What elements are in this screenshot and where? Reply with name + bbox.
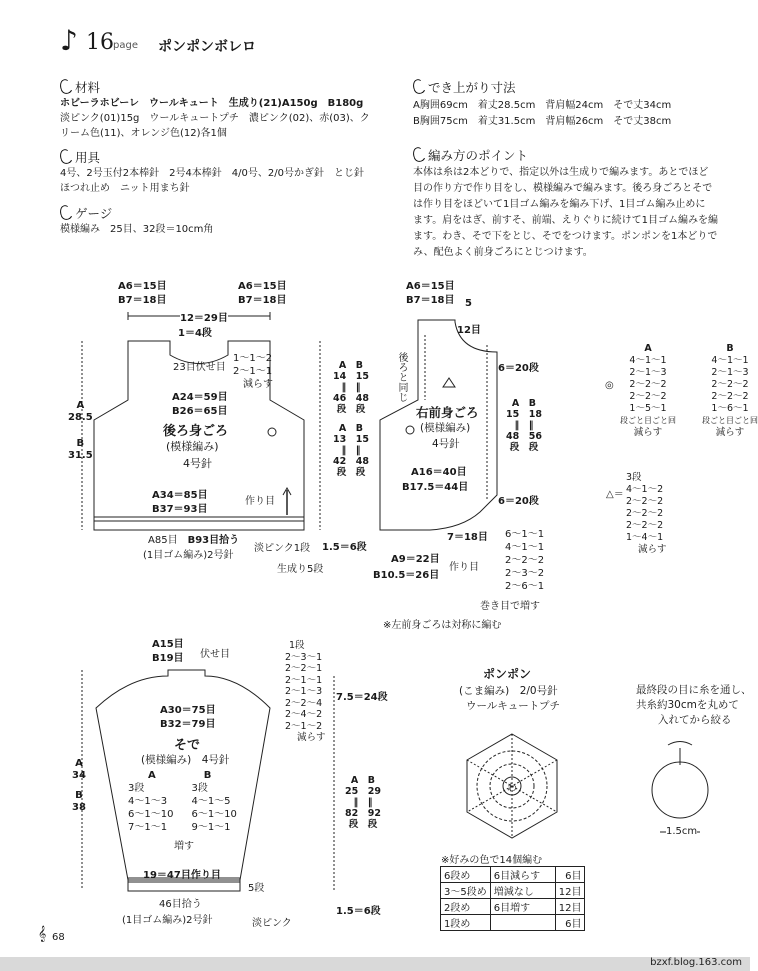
front-incs: 6〜1〜1 4〜1〜1 2〜2〜2 2〜3〜2 2〜6〜1 <box>505 529 545 592</box>
tools-line: ほつれ止め ニット用まち針 <box>60 183 190 194</box>
front-neck-w: 5 <box>465 298 472 309</box>
front-mid-a: A16＝40目 <box>411 467 467 478</box>
back-bottom-b: B37＝93目 <box>152 504 208 515</box>
page-word: page <box>113 40 138 51</box>
music-note-icon: ♪ <box>60 24 78 57</box>
pompom-pattern: (こま編み) 2/0号針 <box>459 685 558 697</box>
back-neck-rows: 1＝4段 <box>178 328 212 339</box>
front-bottom-b: B10.5＝26目 <box>373 570 440 581</box>
sleeve-bind-label: 伏せ目 <box>200 649 230 660</box>
sleeve-pickup: 46目拾う <box>159 899 202 910</box>
back-top-right: A6＝15目 B7＝18目 <box>238 281 287 306</box>
front-top: A6＝15目 B7＝18目 <box>406 281 455 306</box>
sleeve-rib: (1目ゴム編み)2号針 <box>122 915 213 926</box>
back-title: 後ろ身ごろ <box>163 424 229 439</box>
sleeve-rows5: 5段 <box>248 883 265 894</box>
decrease-circle-icon: ◎ <box>605 380 614 391</box>
back-natural-rows: 生成り5段 <box>277 564 324 575</box>
back-pickup: A85目 B93目拾う <box>148 535 240 546</box>
table-row: 3〜5段め 増減なし 12目 <box>441 883 585 899</box>
front-mid-b: B17.5＝44目 <box>402 482 469 493</box>
back-rib: (1目ゴム編み)2号針 <box>143 550 234 561</box>
sleeve-incs: A B 3段 4〜1〜3 6〜1〜10 7〜1〜1 3段 4〜1〜5 6〜1〜10 9〜1〜1 増す <box>128 770 237 852</box>
points-heading: 編み方のポイント <box>413 146 528 164</box>
back-bottom-rows: 1.5＝6段 <box>322 542 367 553</box>
back-cast-on: 作り目 <box>245 496 275 507</box>
tools-line: 4号、2号玉付2本棒針 2号4本棒針 4/0号、2/0号かぎ針 とじ針 <box>60 168 364 179</box>
triangle-icon: △＝ <box>606 489 624 500</box>
sleeve-mid-a: A30＝75目 <box>160 705 216 716</box>
table-row: 2段め 6目増す 12目 <box>441 899 585 915</box>
sleeve-height-b: B 38 <box>72 790 86 813</box>
sleeve-pattern-needle: (模様編み) 4号針 <box>141 754 230 766</box>
back-bottom-a: A34＝85目 <box>152 490 208 501</box>
front-bottom-w: 7＝18目 <box>447 532 488 543</box>
front-pattern: (模様編み) <box>420 422 471 434</box>
pompom-ball <box>652 762 708 818</box>
page-title: ポンポンボレロ <box>158 39 256 55</box>
page-number: 16 <box>86 30 114 55</box>
pompom-center: わ <box>507 783 517 794</box>
front-same-as-back: 後ろと同じ <box>396 352 407 402</box>
materials-heading: 材料 <box>60 78 100 96</box>
tools-heading: 用具 <box>60 148 100 166</box>
size-line: A胸囲69cm 着丈28.5cm 背肩幅24cm そで丈34cm <box>413 100 672 111</box>
front-bottom-a: A9＝22目 <box>391 554 440 565</box>
pompom-table <box>440 866 585 931</box>
size-heading: でき上がり寸法 <box>413 78 516 96</box>
points-line: み、配色よく前身ごろにとじつけます。 <box>413 247 593 258</box>
front-cast-on: 作り目 <box>449 562 479 573</box>
gauge-heading: ゲージ <box>60 204 112 222</box>
back-mid-a: A24＝59目 <box>172 392 228 403</box>
front-rows-top: 6＝20段 <box>498 363 539 374</box>
back-side-dims: A B 14 15 ‖ ‖ 46 48 段 段 A B 13 15 ‖ ‖ 42 48 段 段 <box>333 360 369 478</box>
gauge-line: 模様編み 25目、32段＝10cm角 <box>60 224 214 235</box>
points-line: は作り目をほどいて1目ゴム編みを編み下げ、1目ゴム編み止めに <box>413 199 706 210</box>
sleeve-title: そで <box>174 738 201 753</box>
sleeve-cast-on: 19＝47目作り目 <box>143 870 221 881</box>
back-pattern: (模様編み) <box>166 440 219 453</box>
sleeve-mid-b: B32＝79目 <box>160 719 216 730</box>
back-rib-band <box>94 517 304 530</box>
front-neck-total: 12目 <box>457 325 481 336</box>
materials-line: ホビーラホビーレ ウールキュート 生成り(21)A150g B180g <box>60 98 364 109</box>
front-title: 右前身ごろ <box>416 405 479 420</box>
back-armhole-dec: 1〜1〜2 2〜1〜1 減らす <box>233 353 273 390</box>
points-line: 本体は糸は2本どりで、指定以外は生成りで編みます。あとでほど <box>413 167 709 178</box>
sleeve-side-dims: A B 25 29 ‖ ‖ 82 92 段 段 <box>345 775 381 830</box>
clef-icon: 𝄞 <box>38 926 47 942</box>
sleeve-pink: 淡ピンク <box>252 918 292 929</box>
footer-bar <box>0 957 750 971</box>
footer-site: bzxf.blog.163.com <box>650 957 742 968</box>
back-pink-row: 淡ピンク1段 <box>254 543 311 554</box>
front-needle: 4号針 <box>432 438 460 450</box>
back-height-b: B 31.5 <box>68 438 93 461</box>
points-line: ます。肩をはぎ、前すそ、前端、えりぐりに続けて1目ゴム編みを編 <box>413 215 718 226</box>
sleeve-cap-height: 7.5＝24段 <box>336 692 388 703</box>
table-row: 1段め 6目 <box>441 915 585 931</box>
sleeve-bind: A15目 B19目 <box>152 639 184 664</box>
points-line: 目の作り方で作り目をし、模様編みで編みます。後ろ身ごろとそで <box>413 183 713 194</box>
pompom-yarn: ウールキュートプチ <box>466 700 560 712</box>
front-rows-bottom: 6＝20段 <box>498 496 539 507</box>
size-line: B胸囲75cm 着丈31.5cm 背肩幅26cm そで丈38cm <box>413 116 672 127</box>
back-needle: 4号針 <box>183 457 212 470</box>
pompom-title: ポンポン <box>483 667 532 681</box>
triangle-table: 3段 4〜1〜2 2〜2〜2 2〜2〜2 2〜2〜2 1〜4〜1 減らす <box>626 472 667 555</box>
front-side-dims: A B 15 18 ‖ ‖ 48 56 段 段 <box>506 398 542 453</box>
front-inc-label: 巻き目で増す <box>480 601 540 612</box>
back-height: A 28.5 <box>68 400 93 423</box>
decrease-table: A 4〜1〜1 2〜1〜3 2〜2〜2 2〜2〜2 1〜5〜1 段ごと目ごと回 減らす B 4〜1〜1 2〜1〜3 2〜2〜2 2〜2〜2 1〜6〜1 段ごと目ごと回 減らす <box>620 343 758 438</box>
materials-line: リーム色(11)、オレンジ色(12)各1個 <box>60 128 227 139</box>
back-top-left: A6＝15目 B7＝18目 <box>118 281 167 306</box>
page-footer-number: 68 <box>52 932 65 943</box>
pompom-size: 1.5cm <box>666 826 698 837</box>
materials-line: 淡ピンク(01)15g ウールキュートプチ 濃ピンク(02)、赤(03)、ク <box>60 113 370 124</box>
back-neck-bind: 23目伏せ目 <box>173 362 226 373</box>
front-note: ※左前身ごろは対称に編む <box>383 620 502 631</box>
pompom-table-title: ※好みの色で14個編む <box>441 855 543 866</box>
points-line: ます。わき、そで下をとじ、そでをつけます。ポンポンを1本どりで <box>413 231 718 242</box>
table-row: 6段め 6目減らす 6目 <box>441 867 585 883</box>
sleeve-height-a: A 34 <box>72 758 86 781</box>
sleeve-cap-rows: 1段 2〜3〜1 2〜2〜1 2〜1〜1 2〜1〜3 2〜2〜4 2〜4〜2 2〜1〜2 減らす <box>285 640 326 743</box>
back-mid-b: B26＝65目 <box>172 406 228 417</box>
sleeve-bottom-rows: 1.5＝6段 <box>336 906 381 917</box>
pompom-finish: 最終段の目に糸を通し、 共糸約30cmを丸めて 入れてから絞る <box>636 684 752 726</box>
back-neck-width: 12＝29目 <box>180 309 228 324</box>
